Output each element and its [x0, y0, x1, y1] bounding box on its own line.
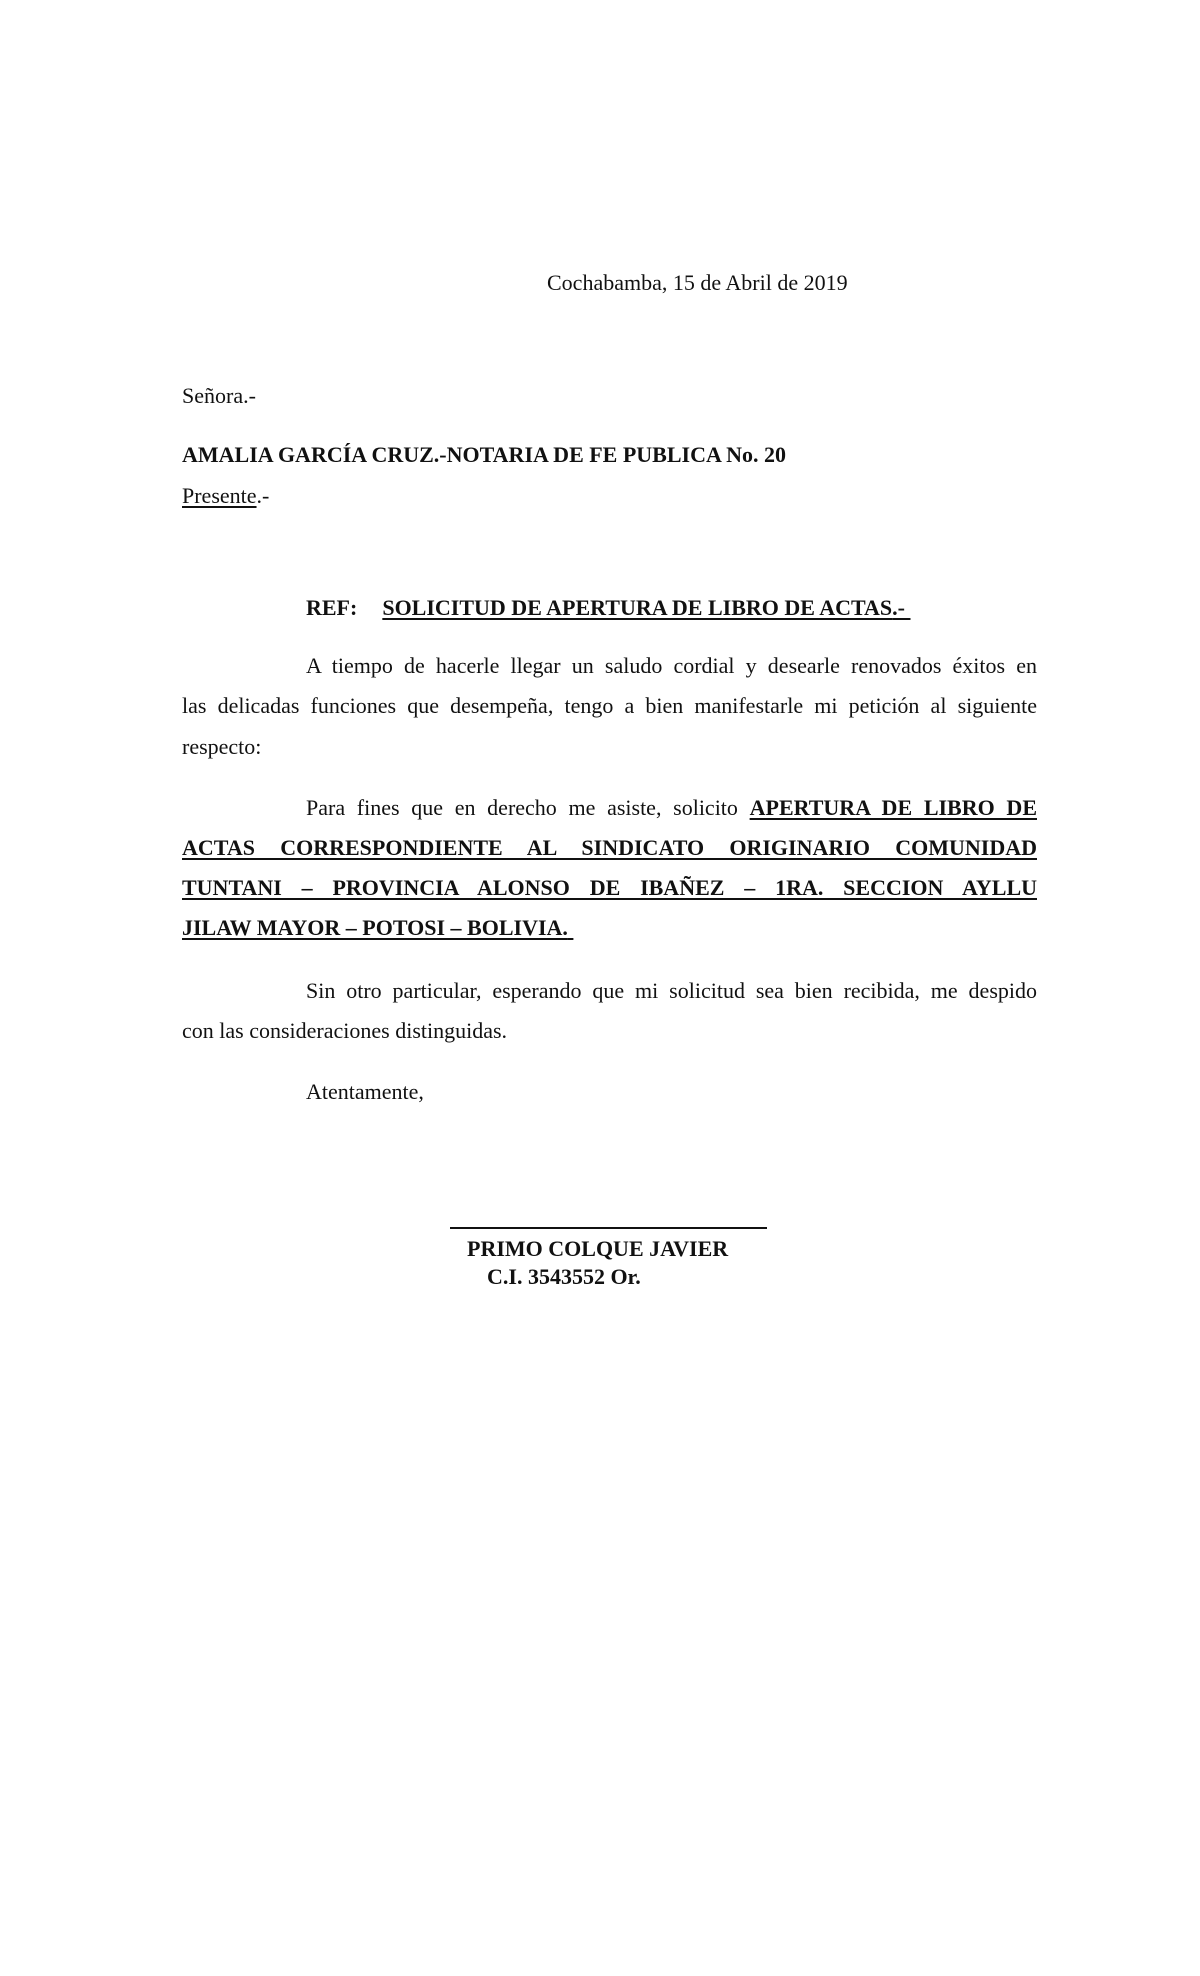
paragraph2-line4 [182, 914, 596, 942]
presente-line [182, 482, 269, 510]
reference-label: REF: [306, 595, 358, 620]
signature-line [450, 1227, 767, 1229]
paragraph2-line2: ACTAS CORRESPONDIENTE AL SINDICATO ORIGINARIO COMUNIDAD [182, 835, 1037, 860]
signatory-name: PRIMO COLQUE JAVIER [467, 1236, 729, 1261]
reference-subject: SOLICITUD DE APERTURA DE LIBRO DE ACTAS [382, 595, 893, 620]
recipient-name: AMALIA GARCÍA CRUZ.-NOTARIA DE FE PUBLICA No. 20 [182, 442, 787, 467]
presente-word: Presente [182, 483, 257, 508]
paragraph2-intro: Para fines que en derecho me asiste, solicito [306, 795, 750, 820]
paragraph2-bold-1: APERTURA DE LIBRO DE [749, 795, 1037, 820]
salutation: Señora.- [182, 383, 256, 408]
paragraph2-line3: TUNTANI – PROVINCIA ALONSO DE IBAÑEZ – 1RA. SECCION AYLLU [182, 875, 1037, 900]
paragraph1-line3: respecto: [182, 734, 262, 759]
paragraph2-line1 [306, 794, 1037, 822]
date-line: Cochabamba, 15 de Abril de 2019 [547, 270, 848, 295]
signatory-id: C.I. 3543552 Or. [487, 1264, 641, 1289]
presente-suffix: .- [256, 483, 270, 508]
paragraph2-bold-4: JILAW MAYOR – POTOSI – BOLIVIA. [182, 915, 568, 940]
reference-line [306, 594, 910, 622]
reference-suffix: .- [892, 595, 911, 620]
closing: Atentamente, [306, 1079, 424, 1104]
paragraph3-line1: Sin otro particular, esperando que mi solicitud sea bien recibida, me despido [306, 978, 1037, 1003]
paragraph1-line2: las delicadas funciones que desempeña, tengo a bien manifestarle mi petición al siguiente [182, 693, 1037, 718]
paragraph3-line2: con las consideraciones distinguidas. [182, 1018, 508, 1043]
paragraph1-line1: A tiempo de hacerle llegar un saludo cordial y desearle renovados éxitos en [306, 653, 1037, 678]
